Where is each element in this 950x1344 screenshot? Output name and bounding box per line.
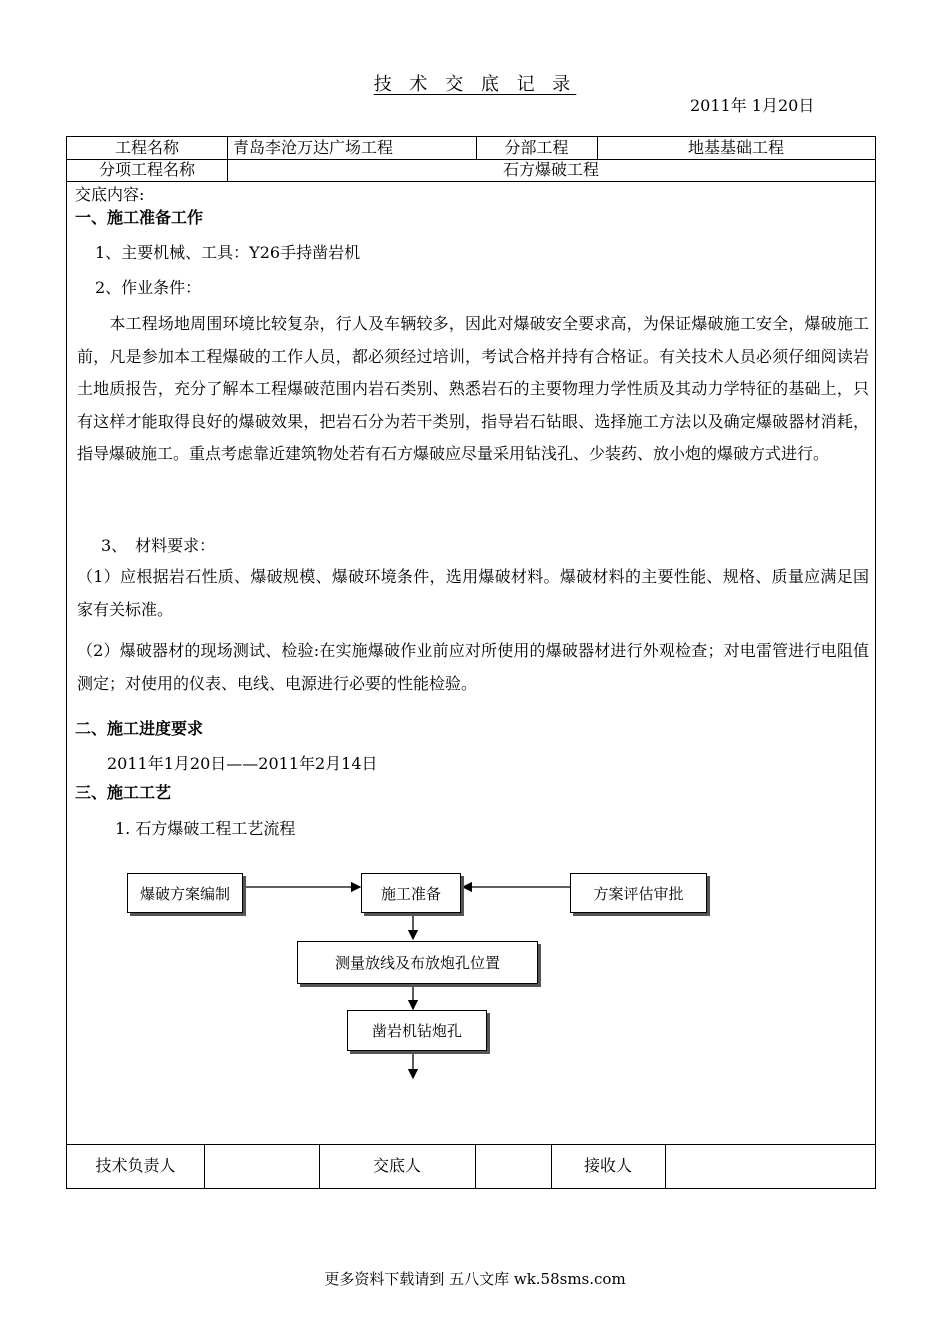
section-3-item-1: 1. 石方爆破工程工艺流程 bbox=[115, 819, 296, 838]
receiver-label: 接收人 bbox=[583, 1156, 632, 1175]
discloser-label: 交底人 bbox=[372, 1156, 421, 1175]
section-1-paragraph: 本工程场地周围环境比较复杂，行人及车辆较多，因此对爆破安全要求高，为保证爆破施工安全，爆破施工前，凡是参加本工程爆破的工作人员，都必须经过培训，考试合格并持有合格证。有关技术人员必须仔细阅读岩土地质报告，充分了解本工程爆破范围内岩石类别、熟悉岩石的主要物理力学性质及其动力学特征的基础上，只有这样才能取得良好的爆破效果，把岩石分为若干类别，指导岩石钻眼、选择施工方法以及确定爆破器材消耗，指导爆破施工。重点考虑靠近建筑物处若有石方爆破应尽量采用钻浅孔、少装药、放小炮的爆破方式进行。 bbox=[77, 314, 869, 463]
flow-box-plan-review: 方案评估审批 bbox=[570, 873, 707, 913]
document-title: 技 术 交 底 记 录 bbox=[373, 74, 577, 95]
division-value: 地基基础工程 bbox=[687, 138, 784, 157]
discloser-value[interactable] bbox=[475, 1144, 551, 1188]
section-2-title: 二、施工进度要求 bbox=[75, 719, 204, 738]
section-1-item-1: 1、主要机械、工具：Y26手持凿岩机 bbox=[95, 243, 361, 262]
section-2-text: 2011年1月20日——2011年2月14日 bbox=[107, 754, 378, 773]
flow-box-construction-prep: 施工准备 bbox=[361, 873, 461, 913]
project-name-value: 青岛李沧万达广场工程 bbox=[233, 138, 394, 157]
flow-box-survey-layout: 测量放线及布放炮孔位置 bbox=[297, 941, 538, 984]
division-label: 分部工程 bbox=[504, 138, 569, 157]
section-1-item-3: 3、 材料要求： bbox=[101, 536, 216, 555]
record-table bbox=[66, 136, 876, 1189]
section-3-title: 三、施工工艺 bbox=[75, 783, 172, 802]
flow-box-blasting-plan: 爆破方案编制 bbox=[127, 873, 243, 913]
material-requirement-2: （2）爆破器材的现场测试、检验:在实施爆破作业前应对所使用的爆破器材进行外观检查；对电雷管进行电阻值测定；对使用的仪表、电线、电源进行必要的性能检验。 bbox=[77, 641, 869, 693]
subitem-label: 分项工程名称 bbox=[98, 160, 195, 179]
document-date: 2011年 1月20日 bbox=[690, 96, 815, 115]
footer-text: 更多资料下载请到 五八文库 wk.58sms.com bbox=[324, 1270, 626, 1288]
project-name-label: 工程名称 bbox=[114, 138, 179, 157]
section-1-item-2: 2、作业条件： bbox=[95, 278, 202, 297]
material-requirement-1: （1）应根据岩石性质、爆破规模、爆破环境条件，选用爆破材料。爆破材料的主要性能、规格、质量应满足国家有关标准。 bbox=[77, 567, 869, 619]
subitem-value: 石方爆破工程 bbox=[502, 160, 599, 179]
section-1-title: 一、施工准备工作 bbox=[75, 208, 204, 227]
tech-lead-label: 技术负责人 bbox=[95, 1156, 176, 1175]
content-intro: 交底内容: bbox=[75, 185, 145, 204]
tech-lead-value[interactable] bbox=[204, 1144, 319, 1188]
receiver-value[interactable] bbox=[665, 1144, 875, 1188]
flow-box-drilling: 凿岩机钻炮孔 bbox=[347, 1010, 487, 1051]
